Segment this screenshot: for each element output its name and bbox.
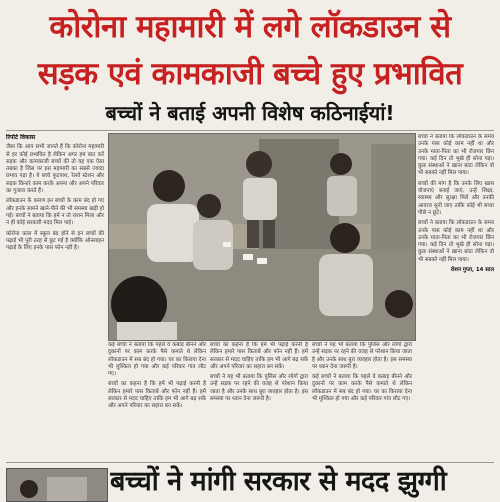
left-paragraph: लॉकडाउन के कारण इन बच्चों के काम बंद हो गए और इनके सामने खाने-पीने की भी समस्या खड़ी हो गई। बच्चों ने बताया कि हमें न तो राशन मिला और न ही कोई सरकारी मदद मिल पाई। (6, 198, 104, 227)
bottom-photo-thumbnail (6, 468, 108, 502)
headline-line-2: सड़क एवं कामकाजी बच्चे हुए प्रभावित (37, 56, 463, 92)
body-column-2 (210, 342, 308, 462)
body-column-3 (312, 342, 412, 462)
right-paragraph: बच्चों ने बताया कि लॉकडाउन के समय उनके पास कोई काम नहीं था और उनके माता-पिता का भी रोजगार छिन गया। कई दिन तो भूखे ही सोना पड़ा। कुछ संस्थाओं ने खाना बांटा लेकिन वो भी सबको नहीं मिल पाया। (418, 134, 494, 177)
body-paragraph: बच्चों ने यह भी बताया कि पुलिस और लोगों द्वारा उन्हें सड़क पर रहने की वजह से परेशान किया जाता है और उनके साथ बुरा व्यवहार होता है। इस समस्या पर ध्यान देना जरूरी है। (312, 342, 412, 370)
headline-line-1: कोरोना महामारी में लगे लॉकडाउन से (49, 9, 451, 45)
body-paragraph: कई बच्चों ने बताया कि पहले वे कबाड़ बीनने और दुकानों पर काम करके पैसे कमाते थे लेकिन लॉकडाउन में सब बंद हो गया। घर का किराया देना भी मुश्किल हो गया और कई परिवार गांव लौट गए। (108, 342, 206, 378)
bottom-headline: बच्चों ने मांगी सरकार से मदद झुग्गी (110, 466, 447, 497)
credit-line: रोशन गुप्ता, 14 साल (450, 267, 494, 274)
body-paragraph: कई बच्चों ने बताया कि पहले वे कबाड़ बीनने और दुकानों पर काम करके पैसे कमाते थे लेकिन लॉकडाउन में सब बंद हो गया। घर का किराया देना भी मुश्किल हो गया और कई परिवार गांव लौट गए। (312, 374, 412, 403)
right-paragraph: बच्चों ने बताया कि लॉकडाउन के समय उनके पास कोई काम नहीं था और उनके माता-पिता का भी रोजगार छिन गया। कई दिन तो भूखे ही सोना पड़ा। कुछ संस्थाओं ने खाना बांटा लेकिन वो भी सबको नहीं मिल पाया। (418, 220, 494, 263)
bottom-photo (7, 469, 107, 501)
children-playing-cards-photo (109, 134, 415, 340)
news-photo (108, 133, 416, 341)
body-paragraph: बच्चों का कहना है कि हमें भी पढ़ाई करनी है लेकिन हमारे पास किताबें और फोन नहीं हैं। हमें सरकार से मदद चाहिए ताकि हम भी आगे बढ़ सकें और अपने परिवार का सहारा बन सकें। (108, 381, 206, 410)
right-column (418, 134, 494, 462)
left-column (6, 134, 104, 462)
subheadline: बच्चों ने बताई अपनी विशेष कठिनाईयां! (105, 101, 395, 125)
left-paragraph: जैसा कि आप सभी जानते हैं कि कोरोना महामारी से हर कोई प्रभावित है लेकिन अगर हम बात करें सड़क और कामकाजी बच्चों की तो यह एक ऐसा तबका है जिस पर इस महामारी का सबसे ज्यादा प्रभाव पड़ा है। ये बच्चे फुटपाथ, रेलवे स्टेशन और सड़क किनारे काम करके अपना और अपने परिवार का गुजारा करते हैं। (6, 144, 104, 195)
divider-bottom (6, 462, 494, 463)
body-paragraph: बच्चों का कहना है कि हमें भी पढ़ाई करनी है लेकिन हमारे पास किताबें और फोन नहीं हैं। हमें सरकार से मदद चाहिए ताकि हम भी आगे बढ़ सकें और अपने परिवार का सहारा बन सकें। (210, 342, 308, 370)
left-paragraph: कोरोना काल में स्कूल बंद होने से इन बच्चों की पढ़ाई भी पूरी तरह से छूट गई है क्योंकि ऑनलाइन पढ़ाई के लिए इनके पास फोन नहीं है। (6, 230, 104, 252)
body-paragraph: बच्चों ने यह भी बताया कि पुलिस और लोगों द्वारा उन्हें सड़क पर रहने की वजह से परेशान किया जाता है और उनके साथ बुरा व्यवहार होता है। इस समस्या पर ध्यान देना जरूरी है। (210, 374, 308, 403)
divider-top (6, 130, 494, 131)
body-column-1 (108, 342, 206, 462)
right-paragraph: बच्चों की मांग है कि उनके लिए खास योजनाएं बनाई जाएं, उन्हें शिक्षा, स्वास्थ्य और सुरक्षा मिले और उनकी आवाज सुनी जाए ताकि कोई भी बच्चा पीछे न छूटे। (418, 180, 494, 216)
byline: रिपोर्ट विकास (6, 134, 36, 141)
